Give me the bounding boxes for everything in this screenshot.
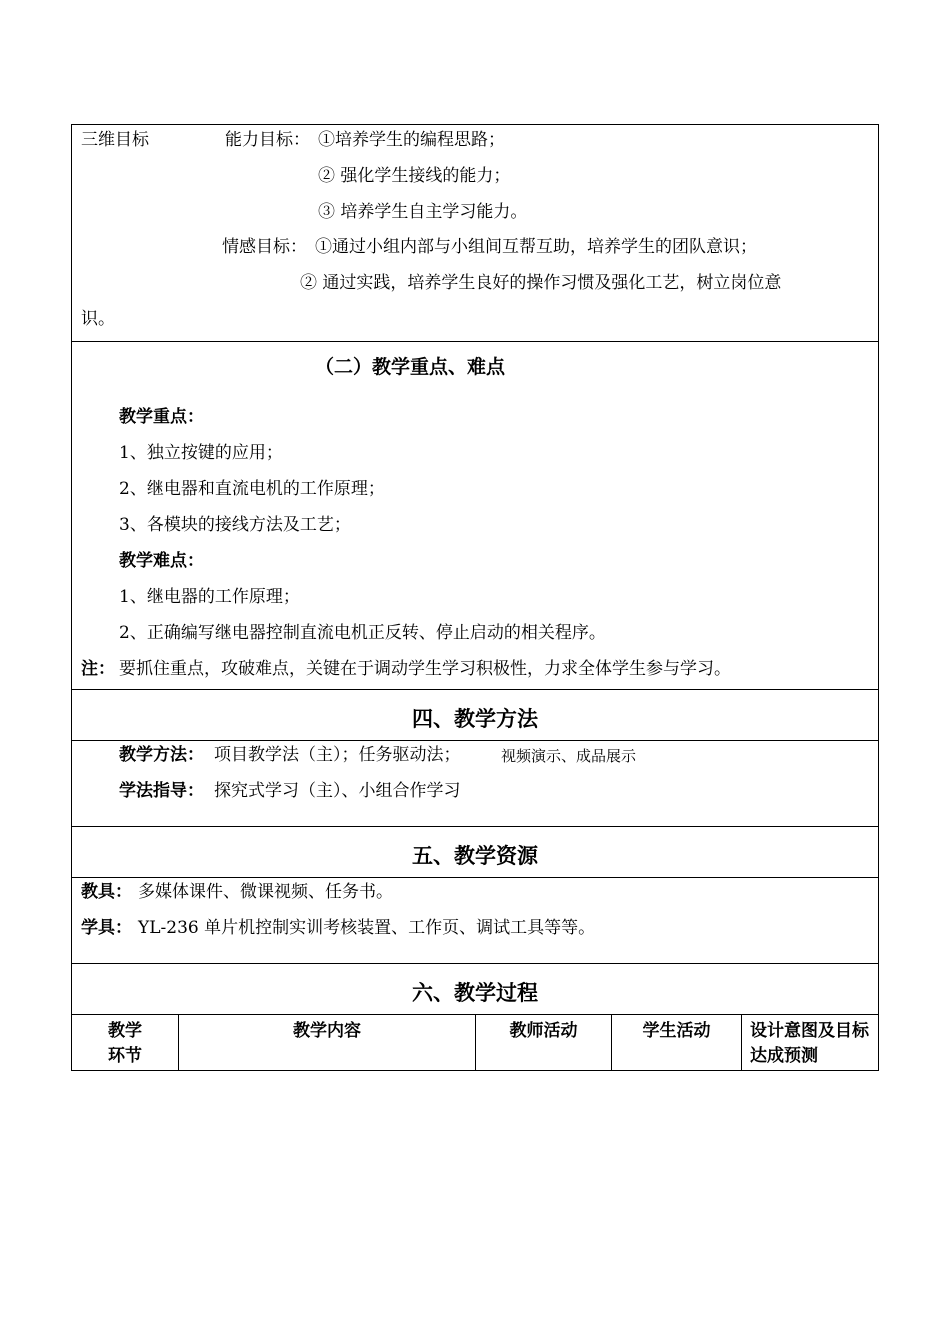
methods-heading: 四、教学方法 [412,707,538,731]
resources-row [72,877,878,963]
key-points-heading: （二）教学重点、难点 [315,356,506,378]
difficulty-item-2: 2、正确编写继电器控制直流电机正反转、停止启动的相关程序。 [119,623,606,643]
process-col-content: 教学内容 [178,1015,475,1070]
ability-item-3: ③ 培养学生自主学习能力。 [318,202,528,222]
ability-item-1: ①培养学生的编程思路； [318,130,505,150]
difficulty-item-1: 1、继电器的工作原理； [119,587,300,607]
note-label: 注： [81,659,115,679]
teach-method-text: 项目教学法（主）；任务驱动法； [214,745,461,765]
emotion-item-1: ①通过小组内部与小组间互帮互助，培养学生的团队意识； [315,237,757,257]
focus-item-3: 3、各模块的接线方法及工艺； [119,515,351,535]
process-heading-row [72,963,878,1014]
methods-row [72,740,878,826]
focus-item-2: 2、继电器和直流电机的工作原理； [119,479,385,499]
learn-method-text: 探究式学习（主）、小组合作学习 [214,781,461,801]
learning-tools-label: 学具： [81,918,132,938]
process-col-teacher: 教师活动 [475,1015,611,1070]
methods-heading-row [72,689,878,740]
emotion-item-2-cont: 识。 [81,309,115,329]
ability-label: 能力目标： [225,130,310,150]
process-col-design: 设计意图及目标达成预测 [741,1015,878,1070]
lesson-plan-table [71,124,879,1071]
focus-item-1: 1、独立按键的应用； [119,443,283,463]
difficulty-label: 教学难点： [119,551,204,571]
objectives-row [72,125,878,341]
teaching-tools-text: 多媒体课件、微课视频、任务书。 [138,882,393,902]
process-heading: 六、教学过程 [412,981,538,1005]
learning-tools-text: YL-236 单片机控制实训考核装置、工作页、调试工具等等。 [138,918,596,938]
process-header-row [72,1014,878,1070]
key-points-row [72,341,878,689]
ability-item-2: ② 强化学生接线的能力； [318,166,511,186]
process-col-stage: 教学 环节 [108,1021,142,1066]
teaching-tools-label: 教具： [81,882,132,902]
note-text: 要抓住重点，攻破难点，关键在于调动学生学习积极性，力求全体学生参与学习。 [119,659,731,679]
resources-heading-row [72,826,878,877]
focus-label: 教学重点： [119,407,204,427]
process-col-student: 学生活动 [611,1015,741,1070]
emotion-label: 情感目标： [222,237,307,257]
emotion-item-2: ② 通过实践，培养学生良好的操作习惯及强化工艺，树立岗位意 [300,273,782,293]
teach-method-text-small: 视频演示、成品展示 [501,747,637,765]
teach-method-label: 教学方法： [119,745,204,765]
objectives-label: 三维目标 [81,130,149,150]
learn-method-label: 学法指导： [119,781,204,801]
resources-heading: 五、教学资源 [412,844,538,868]
